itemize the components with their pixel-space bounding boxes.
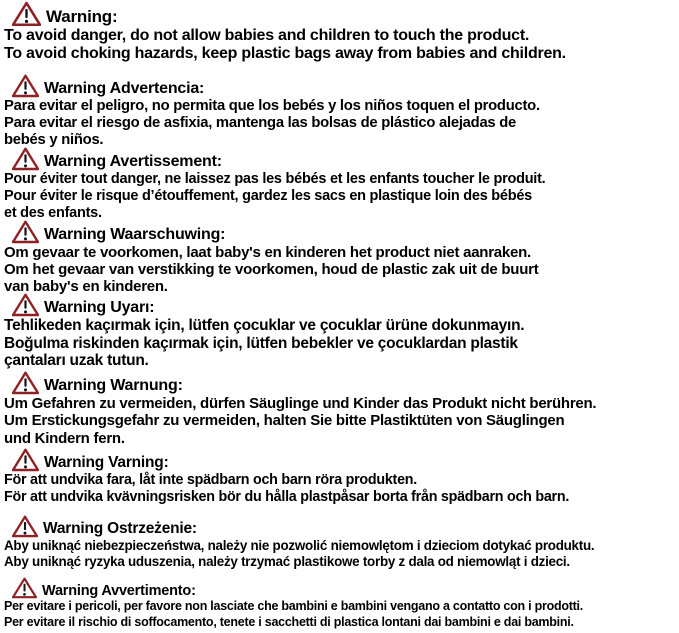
warning-triangle-icon [12, 220, 39, 244]
warning-text-line: çantaları uzak tutun. [4, 352, 149, 369]
warning-section-italian [4, 581, 679, 630]
warning-triangle-icon [12, 147, 39, 171]
warning-heading: Warning Avertissement: [44, 153, 222, 170]
warning-text-line: Pour éviter le risque d’étouffement, gardez les sacs en plastique loin des bébés [4, 188, 532, 204]
warning-text-line: To avoid choking hazards, keep plastic bags away from babies and children. [4, 45, 566, 62]
warning-triangle-icon [12, 74, 39, 98]
warning-header [4, 518, 679, 538]
warning-heading: Warning Avvertimento: [42, 583, 196, 599]
warning-text-line: et des enfants. [4, 205, 102, 221]
warning-triangle-icon [12, 1, 41, 27]
warning-text-line: Per evitare i pericoli, per favore non lasciate che bambini e bambini vengano a contatto con i prodotti. [4, 599, 583, 613]
warning-text-line: Um Erstickungsgefahr zu vermeiden, halten Sie bitte Plastiktüten von Säuglingen [4, 412, 565, 429]
warning-header [4, 224, 679, 244]
warning-triangle-icon [12, 371, 39, 395]
warning-section-french [4, 151, 679, 222]
warning-section-dutch [4, 224, 679, 295]
warning-section-swedish [4, 452, 679, 506]
warning-section-spanish [4, 78, 679, 149]
warning-text-line: Om het gevaar van verstikking te voorkomen, houd de plastic zak uit de buurt [4, 261, 539, 278]
warning-text-line: För att undvika kvävningsrisken bör du hålla plastpåsar borta från spädbarn och barn. [4, 489, 570, 505]
warning-section-english [4, 3, 679, 63]
warning-heading: Warning Varning: [44, 454, 169, 471]
warning-header [4, 78, 679, 98]
warning-text-line: bebés y niños. [4, 132, 104, 148]
warning-triangle-icon [12, 577, 37, 599]
warning-text-line: Aby uniknąć niebezpieczeństwa, należy nie pozwolić niemowlętom i dzieciom dotykać produktu. [4, 538, 595, 553]
warning-heading: Warning Uyarı: [44, 299, 155, 316]
warning-text-line: Para evitar el peligro, no permita que los bebés y los niños toquen el producto. [4, 98, 540, 114]
warning-text-line: van baby's en kinderen. [4, 278, 168, 295]
warning-heading: Warning: [46, 7, 118, 26]
warning-triangle-icon [12, 448, 39, 472]
warning-heading: Warning Ostrzeżenie: [43, 520, 197, 537]
warning-heading: Warning Warnung: [44, 376, 183, 394]
warning-heading: Warning Waarschuwing: [44, 226, 226, 243]
warning-text-line: Om gevaar te voorkomen, laat baby's en kinderen het product niet aanraken. [4, 244, 531, 261]
warning-triangle-icon [12, 515, 38, 538]
warning-text-line: Um Gefahren zu vermeiden, dürfen Säuglinge und Kinder das Produkt nicht berühren. [4, 394, 597, 412]
warning-text-line: För att undvika fara, låt inte spädbarn och barn röra produkten. [4, 472, 417, 488]
warning-text-line: und Kindern fern. [4, 429, 125, 447]
warning-text-line: Per evitare il rischio di soffocamento, tenete i sacchetti di plastica lontani dai bambini e dai bambini. [4, 614, 574, 629]
warning-section-german [4, 375, 679, 448]
warning-text-line: Tehlikeden kaçırmak için, lütfen çocuklar ve çocuklar ürüne dokunmayın. [4, 317, 525, 334]
warning-text-line: To avoid danger, do not allow babies and children to touch the product. [4, 27, 530, 44]
warning-header [4, 151, 679, 171]
warning-section-polish [4, 518, 679, 570]
warning-text-line: Pour éviter tout danger, ne laissez pas les bébés et les enfants toucher le produit. [4, 171, 546, 187]
warning-heading: Warning Advertencia: [44, 80, 205, 97]
warning-header [4, 375, 679, 395]
warning-triangle-icon [12, 293, 39, 317]
warning-header [4, 452, 679, 472]
warning-text-line: Aby uniknąć ryzyka uduszenia, należy trzymać plastikowe torby z dala od niemowląt i dzieci. [4, 554, 570, 569]
warning-header [4, 297, 679, 317]
warning-text-line: Para evitar el riesgo de asfixia, mantenga las bolsas de plástico alejadas de [4, 115, 517, 131]
warning-text-line: Boğulma riskinden kaçırmak için, lütfen bebekler ve çocuklardan plastik [4, 334, 518, 352]
warning-header [4, 3, 679, 27]
warning-header [4, 581, 679, 599]
warning-section-turkish [4, 297, 679, 370]
